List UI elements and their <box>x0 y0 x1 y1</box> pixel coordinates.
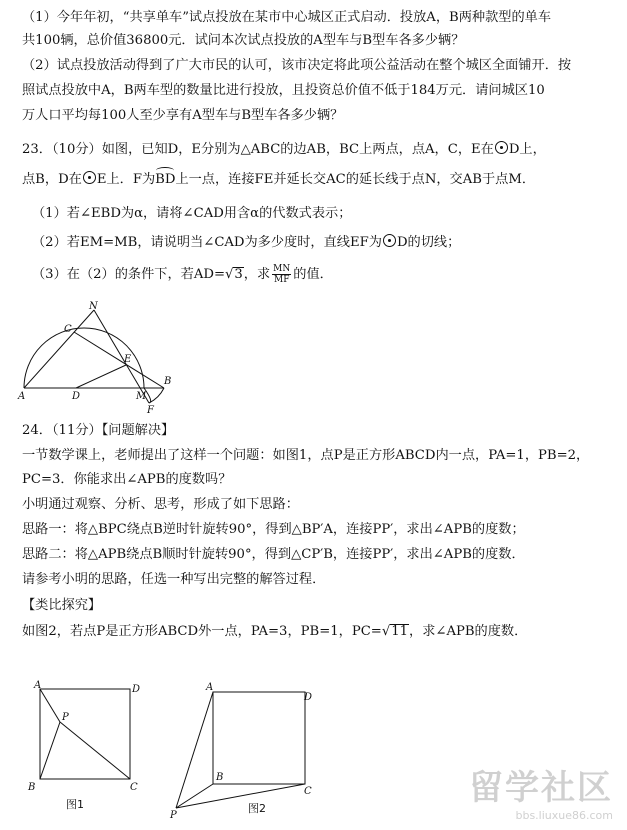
question-23-part-3 <box>32 264 619 285</box>
label-n: N <box>89 301 98 312</box>
question-24-line-8-text-b: ，求∠APB的度数． <box>409 624 528 639</box>
question-23-text-e: 上一点，连接FE并延长交AC的延长线于点N，交AB于点M． <box>175 172 536 187</box>
fig2-label-b: B <box>216 772 224 783</box>
fig1-label-p: P <box>62 712 69 723</box>
fig2-label-a: A <box>206 682 214 693</box>
fraction-denominator: MF <box>273 275 290 285</box>
text-line-4: 照试点投放中A，B两车型的数量比进行投放，且投资总价值不低于184万元．请问城区10 <box>22 83 545 98</box>
watermark-brand: 留学社区 <box>469 768 613 808</box>
question-23-number: 23．（10分） <box>22 142 102 157</box>
fig2-label-c: C <box>304 786 312 797</box>
sqrt-3: 3 <box>234 267 243 282</box>
figure-1-caption: 图1 <box>66 798 84 811</box>
fig1-label-a: A <box>34 680 42 691</box>
question-24-line-2: PC=3．你能求出∠APB的度数吗？ <box>22 472 232 487</box>
arc-bd: BD <box>155 170 175 190</box>
question-24-line-6: 请参考小明的思路，任选一种写出完整的解答过程． <box>22 572 326 587</box>
circle-dot-icon <box>383 234 396 247</box>
question-24-line-5: 思路二：将△APB绕点B顺时针旋转90°，得到△CP′B，连接PP′，求出∠APB的度数． <box>22 547 525 562</box>
question-23-text-b: D上， <box>508 142 546 157</box>
question-24-line-8 <box>22 622 619 642</box>
question-24-line-1: 一节数学课上，老师提出了这样一个问题：如图1，点P是正方形ABCD内一点，PA=1，PB=2， <box>22 448 590 463</box>
question-23-text-d: E上．F为 <box>96 172 156 187</box>
fig1-label-d: D <box>132 684 141 695</box>
label-a: A <box>18 391 26 402</box>
fig2-label-d: D <box>304 692 313 703</box>
watermark <box>469 760 613 822</box>
question-23-part-1: （1）若∠EBD为α，请将∠CAD用含α的代数式表示； <box>32 206 352 221</box>
sqrt-11: 11 <box>391 624 409 639</box>
figure-2-caption: 图2 <box>248 802 266 815</box>
figure-2-square-exterior <box>168 680 313 821</box>
question-24-line-7: 【类比探究】 <box>22 598 102 613</box>
question-23-part-3-text-a: （3）在（2）的条件下，若AD= <box>32 267 225 282</box>
text-line-2: 共100辆，总价值36800元．试问本次试点投放的A型车与B型车各多少辆？ <box>22 33 465 48</box>
label-f: F <box>147 405 154 416</box>
text-line-3: （2）试点投放活动得到了广大市民的认可，该市决定将此项公益活动在整个城区全面铺开．按 <box>22 58 572 73</box>
circle-dot-icon <box>83 171 96 184</box>
question-23-part-2-text-a: （2）若EM=MB，请说明当∠CAD为多少度时，直线EF为 <box>32 235 382 250</box>
question-24-heading: 24．（11分）【问题解决】 <box>22 423 175 438</box>
label-c: C <box>64 324 72 335</box>
fraction-numerator: MN <box>273 264 291 274</box>
label-d: D <box>72 391 81 402</box>
figure-1-square-interior <box>26 680 146 800</box>
question-23-line-2 <box>22 170 619 190</box>
question-23-part-3-text-b: ，求 <box>243 267 271 282</box>
question-23-text-a: 如图，已知D，E分别为△ABC的边AB，BC上两点，点A，C，E在 <box>101 142 494 157</box>
question-23-text-c: 点B，D在 <box>22 172 82 187</box>
watermark-url: bbs.liuxue86.com <box>515 809 613 822</box>
question-23-part-2 <box>32 233 619 253</box>
question-23-part-2-text-b: D的切线； <box>396 235 461 250</box>
fig2-label-p: P <box>170 810 177 821</box>
figure-q23-geometry <box>14 300 184 420</box>
question-24-line-4: 思路一：将△BPC绕点B逆时针旋转90°，得到△BP′A，连接PP′，求出∠APB的度数； <box>22 522 525 537</box>
question-23-part-3-text-c: 的值． <box>293 267 333 282</box>
fig1-label-b: B <box>28 782 36 793</box>
text-line-5: 万人口平均每100人至少享有A型车与B型车各多少辆？ <box>22 108 344 123</box>
circle-dot-icon <box>495 141 508 154</box>
label-e: E <box>124 354 132 365</box>
fig1-label-c: C <box>130 782 138 793</box>
label-m: M <box>136 391 147 402</box>
sqrt-symbol: √ <box>381 624 391 639</box>
question-23-intro <box>22 140 619 160</box>
question-24-line-8-text-a: 如图2，若点P是正方形ABCD外一点，PA=3，PB=1，PC= <box>22 624 382 639</box>
label-b: B <box>164 376 172 387</box>
question-24-line-3: 小明通过观察、分析、思考，形成了如下思路： <box>22 497 299 512</box>
sqrt-symbol: √ <box>225 267 234 282</box>
text-line-1: （1）今年年初，“共享单车”试点投放在某市中心城区正式启动．投放A，B两种款型的单车 <box>22 10 552 25</box>
fraction-mn-mf <box>272 264 291 285</box>
